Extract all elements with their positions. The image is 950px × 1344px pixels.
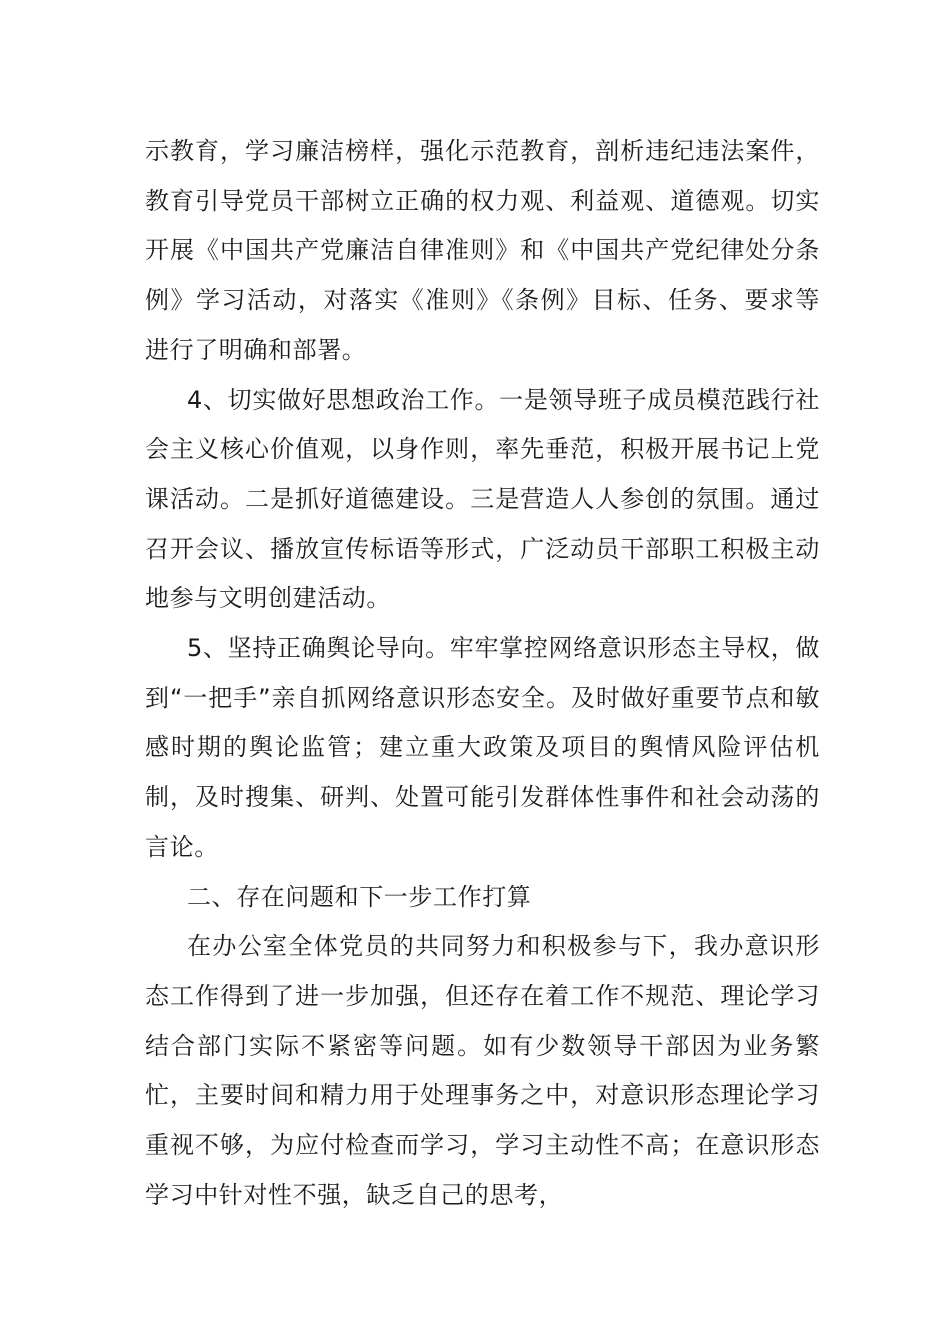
paragraph-problems: 在办公室全体党员的共同努力和积极参与下，我办意识形态工作得到了进一步加强，但还存在着工作不规范、理论学习结合部门实际不紧密等问题。如有少数领导干部因为业务繁忙，主要时间和精力用于处理事务之中，对意识形态理论学习重视不够，为应付检查而学习，学习主动性不高；在意识形态学习中针对性不强，缺乏自己的思考， bbox=[145, 932, 820, 1209]
paragraph-item-5: 5、坚持正确舆论导向。牢牢掌控网络意识形态主导权，做到“一把手”亲自抓网络意识形态安全。及时做好重要节点和敏感时期的舆论监管；建立重大政策及项目的舆情风险评估机制，及时搜集、研判、处置可能引发群体性事件和社会动荡的言论。 bbox=[145, 634, 820, 861]
section-heading: 二、存在问题和下一步工作打算 bbox=[187, 882, 532, 911]
paragraph-continuation: 示教育，学习廉洁榜样，强化示范教育，剖析违纪违法案件，教育引导党员干部树立正确的权力观、利益观、道德观。切实开展《中国共产党廉洁自律准则》和《中国共产党纪律处分条例》学习活动，对落实《准则》《条例》目标、任务、要求等进行了明确和部署。 bbox=[145, 137, 820, 364]
document-body bbox=[145, 127, 820, 1220]
paragraph-item-4: 4、切实做好思想政治工作。一是领导班子成员模范践行社会主义核心价值观，以身作则，率先垂范，积极开展书记上党课活动。二是抓好道德建设。三是营造人人参创的氛围。通过召开会议、播放宣传标语等形式，广泛动员干部职工积极主动地参与文明创建活动。 bbox=[145, 385, 820, 613]
